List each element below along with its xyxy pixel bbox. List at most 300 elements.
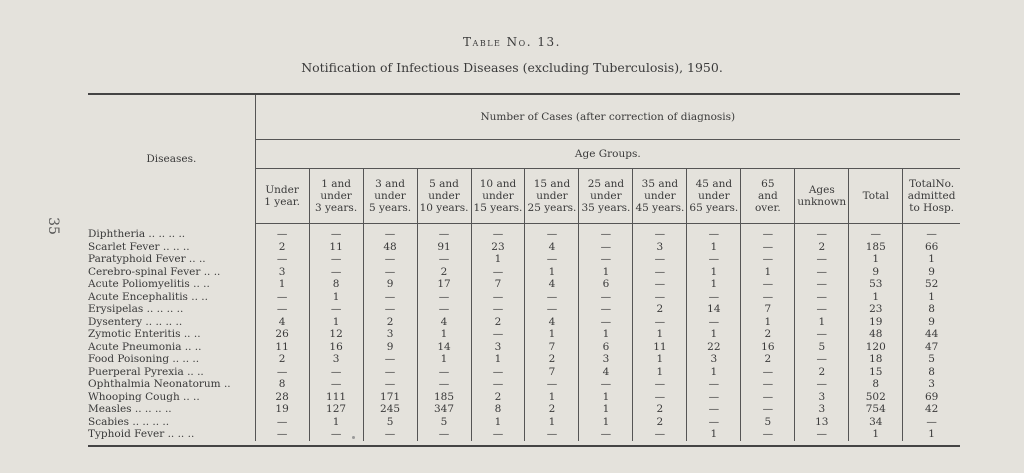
- case-count: —: [795, 428, 849, 441]
- case-count: —: [795, 266, 849, 279]
- column-header-line: TotalNo.: [909, 178, 955, 190]
- column-header-line: 45 years.: [635, 202, 685, 214]
- case-count: 1: [849, 428, 903, 441]
- case-count: 754: [849, 403, 903, 416]
- case-count: —: [741, 391, 795, 404]
- case-count: 1: [633, 328, 687, 341]
- case-count: 2: [255, 241, 309, 254]
- case-count: 28: [255, 391, 309, 404]
- case-count: —: [795, 328, 849, 341]
- case-count: 23: [471, 241, 525, 254]
- case-count: 2: [633, 303, 687, 316]
- case-count: 12: [309, 328, 363, 341]
- column-header-line: 5 and: [429, 178, 459, 190]
- case-count: 9: [849, 266, 903, 279]
- column-header: [741, 169, 795, 224]
- case-count: 1: [525, 391, 579, 404]
- case-count: —: [309, 224, 363, 241]
- case-count: —: [687, 391, 741, 404]
- case-count: 9: [903, 266, 960, 279]
- column-header-line: 1 and: [321, 178, 351, 190]
- case-count: —: [633, 266, 687, 279]
- case-count: —: [633, 316, 687, 329]
- infectious-diseases-table: [88, 93, 960, 447]
- case-count: 502: [849, 391, 903, 404]
- case-count: —: [417, 378, 471, 391]
- case-count: —: [795, 278, 849, 291]
- case-count: 2: [255, 353, 309, 366]
- case-count: —: [903, 416, 960, 429]
- table-row: [88, 341, 960, 354]
- case-count: —: [471, 428, 525, 441]
- disease-name: Scabies .. .. .. ..: [88, 415, 170, 428]
- column-header-line: 25 years.: [527, 202, 577, 214]
- case-count: 8: [255, 378, 309, 391]
- column-header-line: admitted: [907, 190, 956, 202]
- case-count: —: [795, 291, 849, 304]
- column-header: [363, 169, 417, 224]
- case-count: 1: [525, 328, 579, 341]
- column-header-line: 35 and: [641, 178, 679, 190]
- case-count: —: [741, 241, 795, 254]
- case-count: —: [687, 416, 741, 429]
- case-count: —: [741, 253, 795, 266]
- disease-name: Puerperal Pyrexia .. ..: [88, 365, 204, 378]
- case-count: 14: [417, 341, 471, 354]
- case-count: —: [417, 253, 471, 266]
- column-header: [417, 169, 471, 224]
- case-count: 3: [579, 353, 633, 366]
- column-header: [903, 169, 960, 224]
- case-count: 111: [309, 391, 363, 404]
- case-count: —: [741, 224, 795, 241]
- column-header-line: 25 and: [587, 178, 625, 190]
- case-count: 18: [849, 353, 903, 366]
- case-count: 3: [309, 353, 363, 366]
- column-header: [309, 169, 363, 224]
- case-count: —: [309, 366, 363, 379]
- cases-header: Number of Cases (after correction of diagnosis): [255, 95, 960, 140]
- disease-name: Scarlet Fever .. .. ..: [88, 240, 190, 253]
- case-count: 91: [417, 241, 471, 254]
- column-header-line: unknown: [797, 196, 847, 208]
- case-count: —: [309, 428, 363, 441]
- column-header-line: 65 years.: [689, 202, 739, 214]
- case-count: 1: [741, 266, 795, 279]
- column-header-line: 10 years.: [419, 202, 469, 214]
- case-count: —: [525, 291, 579, 304]
- case-count: —: [579, 224, 633, 241]
- disease-name: Ophthalmia Neonatorum ..: [88, 378, 231, 390]
- case-count: —: [633, 224, 687, 241]
- disease-name: Whooping Cough .. ..: [88, 390, 200, 403]
- case-count: —: [633, 378, 687, 391]
- table-row: [88, 328, 960, 341]
- case-count: 5: [741, 416, 795, 429]
- case-count: —: [579, 241, 633, 254]
- case-count: 1: [525, 416, 579, 429]
- column-header-line: 3 years.: [314, 202, 358, 214]
- column-header-line: 3 and: [375, 178, 405, 190]
- case-count: 34: [849, 416, 903, 429]
- case-count: 47: [903, 341, 960, 354]
- case-count: —: [363, 291, 417, 304]
- column-header-line: 1 year.: [264, 196, 300, 208]
- case-count: —: [795, 353, 849, 366]
- table-title: Table No. 13.: [463, 35, 561, 49]
- case-count: 2: [525, 353, 579, 366]
- case-count: 1: [579, 416, 633, 429]
- case-count: 1: [255, 278, 309, 291]
- column-header-line: Ages: [808, 184, 835, 196]
- column-header-line: 15 years.: [473, 202, 523, 214]
- case-count: 19: [849, 316, 903, 329]
- case-count: 1: [579, 391, 633, 404]
- case-count: 3: [903, 378, 960, 391]
- case-count: 13: [795, 416, 849, 429]
- case-count: 347: [417, 403, 471, 416]
- case-count: —: [309, 378, 363, 391]
- column-header-line: under: [590, 190, 622, 202]
- column-header: [471, 169, 525, 224]
- column-header-line: and: [757, 190, 778, 202]
- case-count: 185: [417, 391, 471, 404]
- table-row: [88, 303, 960, 316]
- case-count: 2: [363, 316, 417, 329]
- case-count: 3: [687, 353, 741, 366]
- column-header-line: over.: [754, 202, 781, 214]
- case-count: —: [579, 316, 633, 329]
- case-count: 1: [849, 253, 903, 266]
- table-subtitle: Notification of Infectious Diseases (excluding Tuberculosis), 1950.: [301, 60, 723, 75]
- case-count: —: [795, 253, 849, 266]
- case-count: 3: [363, 328, 417, 341]
- case-count: —: [255, 303, 309, 316]
- case-count: 15: [849, 366, 903, 379]
- case-count: —: [633, 253, 687, 266]
- case-count: —: [417, 291, 471, 304]
- case-count: 1: [633, 366, 687, 379]
- case-count: —: [471, 266, 525, 279]
- column-header: [525, 169, 579, 224]
- case-count: —: [363, 266, 417, 279]
- disease-name: Zymotic Enteritis .. ..: [88, 328, 201, 340]
- case-count: 1: [309, 416, 363, 429]
- case-count: 16: [309, 341, 363, 354]
- column-header: [633, 169, 687, 224]
- case-count: —: [795, 224, 849, 241]
- disease-name: Diphtheria .. .. .. ..: [88, 227, 186, 240]
- case-count: 69: [903, 391, 960, 404]
- column-header-line: 65: [761, 178, 775, 190]
- column-header-line: to Hosp.: [909, 202, 955, 214]
- column-header-line: 5 years.: [368, 202, 412, 214]
- case-count: —: [471, 224, 525, 241]
- case-count: 1: [687, 278, 741, 291]
- case-count: —: [363, 224, 417, 241]
- case-count: 42: [903, 403, 960, 416]
- case-count: 22: [687, 341, 741, 354]
- case-count: 2: [795, 366, 849, 379]
- table-row: [88, 428, 960, 441]
- column-header: [687, 169, 741, 224]
- case-count: 8: [309, 278, 363, 291]
- case-count: 1: [741, 316, 795, 329]
- case-count: 127: [309, 403, 363, 416]
- case-count: 1: [525, 266, 579, 279]
- case-count: 5: [417, 416, 471, 429]
- case-count: 1: [849, 291, 903, 304]
- case-count: 6: [579, 278, 633, 291]
- case-count: 23: [849, 303, 903, 316]
- case-count: 1: [687, 266, 741, 279]
- case-count: —: [363, 303, 417, 316]
- case-count: —: [687, 316, 741, 329]
- disease-name: Measles .. .. .. ..: [88, 403, 172, 415]
- case-count: —: [309, 253, 363, 266]
- case-count: 1: [579, 266, 633, 279]
- case-count: 1: [471, 353, 525, 366]
- column-header-line: Total: [862, 190, 889, 202]
- table-row: [88, 224, 960, 241]
- case-count: 2: [795, 241, 849, 254]
- case-count: —: [741, 403, 795, 416]
- column-header-line: 45 and: [695, 178, 733, 190]
- case-count: —: [255, 291, 309, 304]
- case-count: 8: [849, 378, 903, 391]
- case-count: 1: [579, 403, 633, 416]
- case-count: 2: [417, 266, 471, 279]
- case-count: 7: [525, 341, 579, 354]
- table-row: [88, 378, 960, 391]
- case-count: —: [687, 224, 741, 241]
- case-count: 4: [525, 278, 579, 291]
- case-count: —: [795, 378, 849, 391]
- case-count: 3: [255, 266, 309, 279]
- case-count: —: [525, 428, 579, 441]
- age-groups-header: Age Groups.: [255, 140, 960, 169]
- case-count: 7: [525, 366, 579, 379]
- column-header: [255, 169, 309, 224]
- column-header: [579, 169, 633, 224]
- case-count: —: [363, 378, 417, 391]
- case-count: —: [363, 253, 417, 266]
- case-count: —: [633, 428, 687, 441]
- case-count: 2: [633, 403, 687, 416]
- case-count: 1: [903, 428, 960, 441]
- case-count: —: [579, 253, 633, 266]
- column-header-line: under: [428, 190, 460, 202]
- case-count: —: [741, 366, 795, 379]
- table-bottom-rule: [88, 445, 960, 447]
- column-header-line: under: [536, 190, 568, 202]
- disease-name: Acute Poliomyelitis .. ..: [88, 278, 210, 290]
- column-header-line: Under: [265, 184, 299, 196]
- case-count: 3: [633, 241, 687, 254]
- case-count: 26: [255, 328, 309, 341]
- case-count: 48: [363, 241, 417, 254]
- table-row: [88, 366, 960, 379]
- column-header: [849, 169, 903, 224]
- case-count: —: [579, 428, 633, 441]
- case-count: —: [741, 291, 795, 304]
- disease-name: Food Poisoning .. .. ..: [88, 353, 200, 365]
- case-count: —: [741, 378, 795, 391]
- case-count: 8: [903, 366, 960, 379]
- table-row: [88, 403, 960, 416]
- case-count: —: [417, 366, 471, 379]
- column-header-line: under: [698, 190, 730, 202]
- disease-name: Paratyphoid Fever .. ..: [88, 253, 206, 265]
- case-count: —: [363, 428, 417, 441]
- table-row: [88, 316, 960, 329]
- case-count: 5: [363, 416, 417, 429]
- column-header-line: 15 and: [533, 178, 571, 190]
- column-header-line: 10 and: [479, 178, 517, 190]
- table-row: [88, 266, 960, 279]
- case-count: —: [849, 224, 903, 241]
- case-count: 6: [579, 341, 633, 354]
- case-count: 9: [363, 341, 417, 354]
- case-count: 11: [309, 241, 363, 254]
- case-count: 4: [417, 316, 471, 329]
- case-count: 171: [363, 391, 417, 404]
- table-header: [88, 95, 960, 224]
- case-count: 1: [687, 328, 741, 341]
- case-count: 3: [795, 403, 849, 416]
- case-count: —: [363, 353, 417, 366]
- case-count: 19: [255, 403, 309, 416]
- case-count: 4: [525, 241, 579, 254]
- case-count: —: [363, 366, 417, 379]
- case-count: 1: [903, 291, 960, 304]
- case-count: 8: [903, 303, 960, 316]
- case-count: 53: [849, 278, 903, 291]
- disease-name: Cerebro-spinal Fever .. ..: [88, 265, 221, 278]
- case-count: —: [525, 253, 579, 266]
- case-count: —: [579, 378, 633, 391]
- case-count: 120: [849, 341, 903, 354]
- case-count: —: [255, 366, 309, 379]
- disease-name: Acute Pneumonia .. ..: [88, 340, 202, 353]
- case-count: 1: [633, 353, 687, 366]
- case-count: 2: [633, 416, 687, 429]
- case-count: 11: [633, 341, 687, 354]
- case-count: —: [309, 303, 363, 316]
- table-row: [88, 278, 960, 291]
- case-count: 1: [309, 291, 363, 304]
- case-count: 5: [795, 341, 849, 354]
- case-count: 14: [687, 303, 741, 316]
- case-count: —: [633, 278, 687, 291]
- case-count: 17: [417, 278, 471, 291]
- table-row: [88, 291, 960, 304]
- table-row: [88, 241, 960, 254]
- case-count: 3: [471, 341, 525, 354]
- case-count: —: [795, 303, 849, 316]
- table-body: [88, 224, 960, 441]
- column-header-line: under: [644, 190, 676, 202]
- case-count: —: [903, 224, 960, 241]
- case-count: —: [525, 224, 579, 241]
- case-count: —: [255, 253, 309, 266]
- case-count: —: [633, 291, 687, 304]
- case-count: 1: [471, 416, 525, 429]
- case-count: 2: [525, 403, 579, 416]
- diseases-header: Diseases.: [88, 95, 255, 224]
- disease-name: Acute Encephalitis .. ..: [88, 290, 208, 303]
- case-count: —: [471, 328, 525, 341]
- column-header-line: under: [482, 190, 514, 202]
- case-count: 1: [579, 328, 633, 341]
- print-speck: [352, 436, 355, 439]
- case-count: —: [255, 224, 309, 241]
- table-row: [88, 416, 960, 429]
- case-count: 7: [741, 303, 795, 316]
- case-count: —: [687, 378, 741, 391]
- case-count: 2: [471, 391, 525, 404]
- case-count: —: [471, 378, 525, 391]
- case-count: —: [417, 428, 471, 441]
- case-count: 1: [417, 328, 471, 341]
- case-count: 245: [363, 403, 417, 416]
- case-count: 2: [471, 316, 525, 329]
- case-count: 1: [795, 316, 849, 329]
- case-count: —: [687, 403, 741, 416]
- case-count: —: [471, 366, 525, 379]
- case-count: —: [255, 428, 309, 441]
- column-header-line: under: [320, 190, 352, 202]
- case-count: —: [525, 378, 579, 391]
- case-count: —: [309, 266, 363, 279]
- case-count: 4: [525, 316, 579, 329]
- column-header-line: 35 years.: [581, 202, 631, 214]
- case-count: 52: [903, 278, 960, 291]
- case-count: 16: [741, 341, 795, 354]
- case-count: —: [255, 416, 309, 429]
- case-count: 5: [903, 353, 960, 366]
- case-count: 1: [417, 353, 471, 366]
- case-count: 7: [471, 278, 525, 291]
- case-count: 2: [741, 353, 795, 366]
- page-number: 35: [44, 217, 61, 235]
- column-header-line: under: [374, 190, 406, 202]
- case-count: 1: [309, 316, 363, 329]
- case-count: —: [687, 253, 741, 266]
- column-header: [795, 169, 849, 224]
- case-count: 1: [687, 366, 741, 379]
- case-count: 1: [903, 253, 960, 266]
- case-count: 66: [903, 241, 960, 254]
- disease-name: Typhoid Fever .. .. ..: [88, 428, 195, 440]
- case-count: —: [417, 224, 471, 241]
- case-count: 48: [849, 328, 903, 341]
- disease-name: Erysipelas .. .. .. ..: [88, 303, 184, 315]
- case-count: 11: [255, 341, 309, 354]
- table-row: [88, 391, 960, 404]
- case-count: —: [471, 303, 525, 316]
- case-count: —: [525, 303, 579, 316]
- case-count: 8: [471, 403, 525, 416]
- case-count: 1: [687, 241, 741, 254]
- case-count: —: [687, 291, 741, 304]
- case-count: —: [579, 291, 633, 304]
- data-table: [88, 95, 960, 441]
- case-count: —: [417, 303, 471, 316]
- case-count: 185: [849, 241, 903, 254]
- table-row: [88, 253, 960, 266]
- case-count: —: [741, 428, 795, 441]
